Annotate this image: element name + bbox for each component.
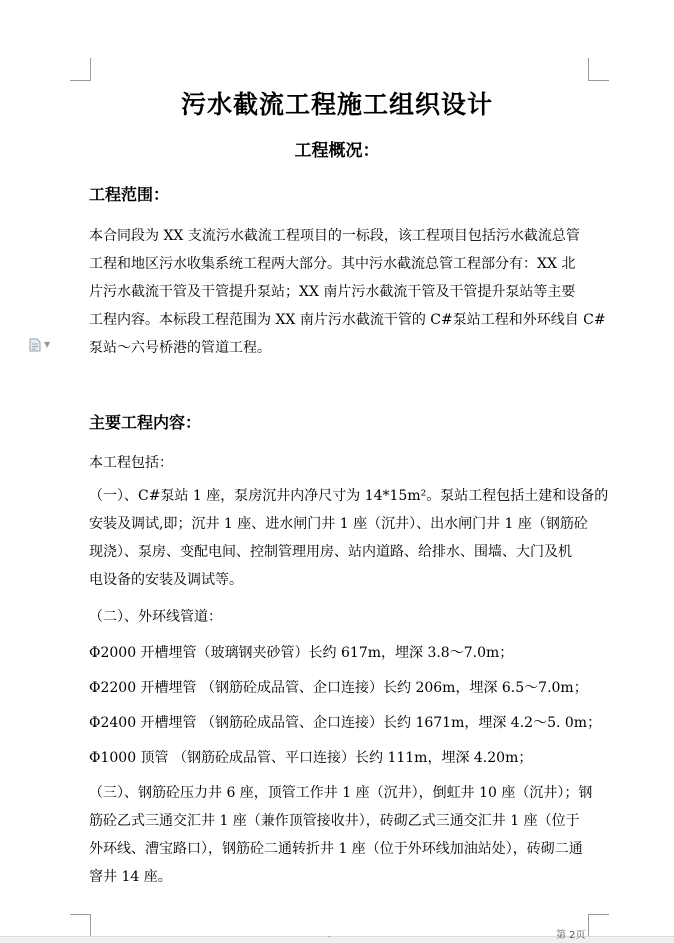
pipe-line-item: Φ2200 开槽埋管 （钢筋砼成品管、企口连接）长约 206m，埋深 6.5～7.0m；: [89, 680, 588, 696]
section-heading-main-works: 主要工程内容：: [89, 413, 202, 432]
page-number: 第 2页: [556, 930, 586, 941]
paragraph-line: 工程内容。本标段工程范围为 XX 南片污水截流干管的 C#泵站工程和外环线自 C#: [89, 312, 606, 328]
paragraph-scope: [89, 222, 606, 362]
paragraph-line: 泵站～六号桥港的管道工程。: [89, 340, 271, 356]
crop-mark-bottom-left: [70, 914, 91, 937]
document-note-icon[interactable]: [29, 338, 41, 352]
paragraph-line: （一）、C#泵站 1 座，泵房沉井内净尺寸为 14*15m²。泵站工程包括土建和设备的: [89, 488, 609, 504]
works-intro: 本工程包括：: [89, 455, 173, 471]
paragraph-line: 工程和地区污水收集系统工程两大部分。其中污水截流总管工程部分有：XX 北: [89, 256, 576, 272]
paragraph-line: 现浇）、泵房、变配电间、控制管理用房、站内道路、给排水、围墙、大门及机: [89, 544, 572, 560]
item-2-heading: （二）、外环线管道：: [89, 609, 222, 625]
paragraph-line: 本合同段为 XX 支流污水截流工程项目的一标段，该工程项目包括污水截流总管: [89, 228, 580, 244]
paragraph-line: 安装及调试,即；沉井 1 座、进水闸门井 1 座（沉井）、出水闸门井 1 座（钢筋砼: [89, 516, 588, 532]
paragraph-line: 片污水截流干管及干管提升泵站；XX 南片污水截流干管及干管提升泵站等主要: [89, 284, 576, 300]
paragraph-line: 筋砼乙式三通交汇井 1 座（兼作顶管接收井），砖砌乙式三通交汇井 1 座（位于: [89, 813, 580, 829]
paragraph-line: 外环线、漕宝路口），钢筋砼二通转折井 1 座（位于外环线加油站处），砖砌二通: [89, 841, 583, 857]
footer-dot: .: [328, 930, 331, 939]
paragraph-item-1: [89, 482, 609, 594]
document-subtitle: 工程概况：: [294, 141, 380, 161]
paragraph-line: （三）、钢筋砼压力井 6 座，顶管工作井 1 座（沉井），倒虹井 10 座（沉井）；钢: [89, 785, 593, 801]
paragraph-line: 电设备的安装及调试等。: [89, 572, 243, 588]
chevron-down-icon[interactable]: ▼: [44, 340, 51, 349]
paragraph-item-3: [89, 779, 593, 891]
pipe-line-item: Φ1000 顶管 （钢筋砼成品管、平口连接）长约 111m，埋深 4.20m；: [89, 750, 533, 766]
section-heading-scope: 工程范围：: [89, 185, 170, 204]
margin-note-toggle[interactable]: [29, 338, 50, 352]
document-title: 污水截流工程施工组织设计: [180, 90, 493, 119]
crop-mark-bottom-right: [588, 914, 609, 937]
crop-mark-top-left: [70, 58, 91, 81]
crop-mark-top-right: [588, 58, 609, 81]
pipe-line-item: Φ2400 开槽埋管 （钢筋砼成品管、企口连接）长约 1671m，埋深 4.2～5. 0m；: [89, 715, 602, 731]
paragraph-line: 窨井 14 座。: [89, 869, 172, 885]
pipe-line-item: Φ2000 开槽埋管（玻璃钢夹砂管）长约 617m，埋深 3.8～7.0m；: [89, 645, 514, 661]
